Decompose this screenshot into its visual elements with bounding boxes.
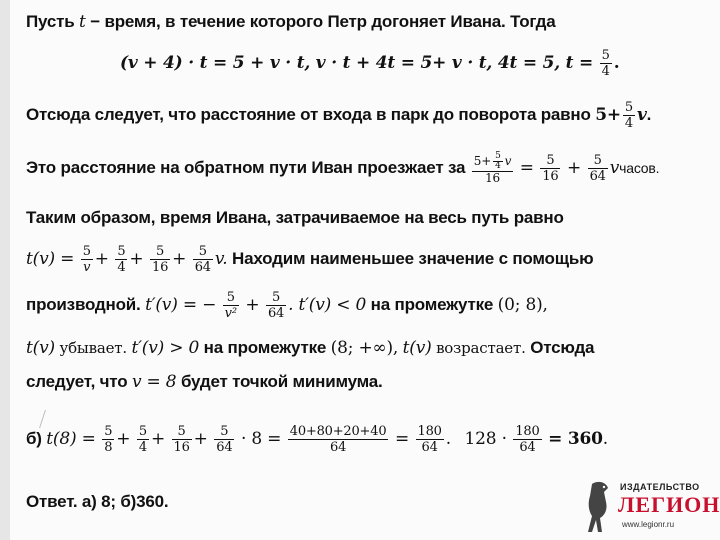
line-part-b: б) t(8) = $\frac{5}{8}$ + $\frac{5}{4}$ + $\frac{5}{16}$ + $\frac{5}{64}$ · 8 = $\frac{40+80+20+40}{64}$ = $\frac{180}{64}$ . 128 · $\frac{180}{64}$ = 360. xyxy=(26,424,608,455)
line-total-time: Таким образом, время Ивана, затрачиваемое на весь путь равно xyxy=(26,208,564,227)
logo-line2: ЛЕГИОН xyxy=(618,492,720,517)
logo-url: www.legionr.ru xyxy=(622,520,675,529)
publisher-logo xyxy=(584,476,720,536)
line-time-function: t(v) = $\frac{5}{v}$ + $\frac{5}{4}$ + $\frac{5}{16}$ + $\frac{5}{64}$ v. Находим наименьшее значение с помощью xyxy=(26,244,594,275)
line-monotonic: t(v) убывает. t′(v) > 0 на промежутке (8; +∞), t(v) возрастает. Отсюда xyxy=(26,338,595,358)
answer-line: Ответ. а) 8; б)360. xyxy=(26,492,169,511)
horse-icon xyxy=(584,478,616,534)
left-margin-strip xyxy=(0,0,10,540)
line-distance: Отсюда следует, что расстояние от входа в парк до поворота равно 5+ $\frac{5}{4}$ v. xyxy=(26,100,652,131)
line-derivative: производной. t′(v) = − $\frac{5}{\text{v²}}$ + $\frac{5}{64}$ . t′(v) < 0 на промежутке (0; 8), xyxy=(26,290,548,321)
logo-line1: ИЗДАТЕЛЬСТВО xyxy=(620,482,700,492)
line-minimum: следует, что v = 8 будет точкой минимума. xyxy=(26,372,383,392)
line-return-path: Это расстояние на обратном пути Иван проезжает за 5+ $\frac{5}{4}$ v 16 = $\frac{5}{16}$ + $\frac{5}{64}$ vчасов. xyxy=(26,151,660,185)
line-intro: Пусть t − время, в течение которого Петр догоняет Ивана. Тогда xyxy=(26,12,556,32)
equation-line-2: (v + 4) · t = 5 + v · t, v · t + 4t = 5+ v · t, 4t = 5, t = $\frac{5}{4}$ . xyxy=(120,48,620,79)
